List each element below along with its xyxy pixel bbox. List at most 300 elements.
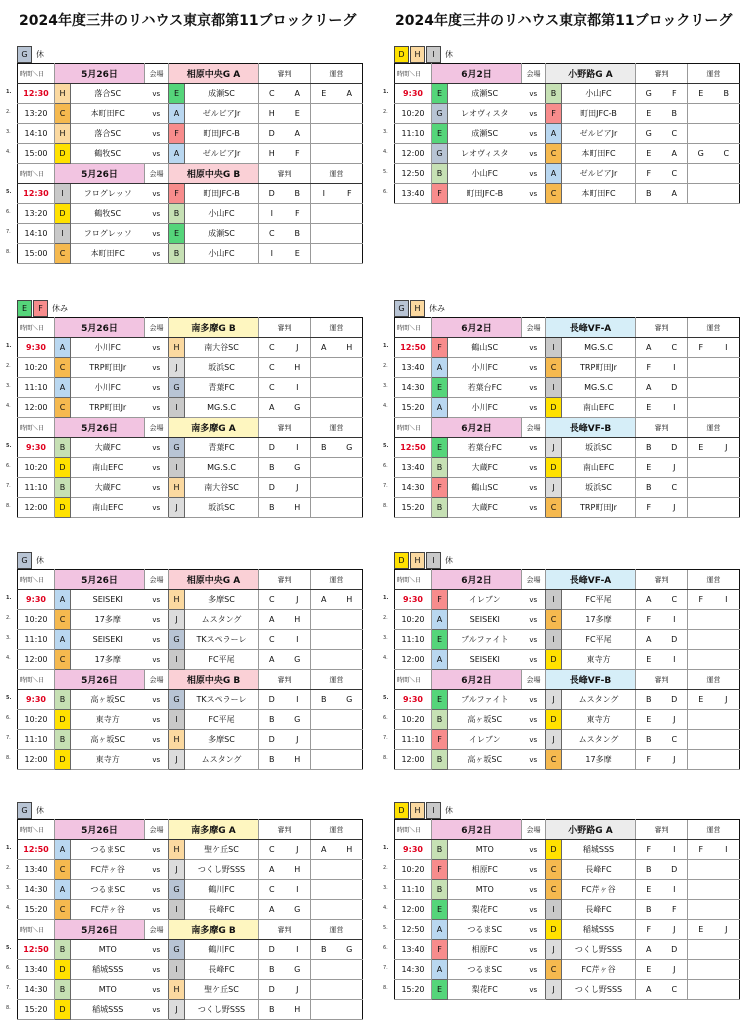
referee-2: G	[285, 398, 311, 418]
away-group-badge: G	[169, 630, 185, 650]
referee-2: J	[285, 338, 311, 358]
match-time: 11:10 3.	[395, 124, 432, 144]
away-group-badge: J	[546, 730, 562, 750]
time-header: 時間＼日	[395, 318, 432, 338]
vs-label: vs	[145, 630, 169, 650]
home-team: 高ヶ坂SC	[448, 750, 522, 770]
home-group-badge: A	[55, 630, 71, 650]
row-number: 5.	[6, 443, 12, 449]
away-group-badge: J	[169, 860, 185, 880]
table-row	[395, 498, 740, 518]
away-team: 長峰FC	[562, 860, 636, 880]
referee-1: B	[636, 438, 662, 458]
referee-1: F	[636, 840, 662, 860]
home-group-badge: D	[55, 144, 71, 164]
home-group-badge: A	[55, 590, 71, 610]
operation-2: A	[337, 84, 363, 104]
match-table	[6, 569, 363, 770]
referee-2: D	[662, 940, 688, 960]
venue-label: 会場	[522, 318, 546, 338]
referee-1: A	[636, 940, 662, 960]
operation-header: 運営	[311, 570, 363, 590]
match-time: 11:10 3.	[395, 630, 432, 650]
table-row	[395, 690, 740, 710]
home-team: つるまSC	[71, 840, 145, 860]
home-group-badge: E	[432, 438, 448, 458]
venue-name: 長峰VF-A	[546, 570, 636, 590]
home-group-badge: C	[55, 398, 71, 418]
match-time: 12:00 8.	[18, 498, 55, 518]
venue-label: 会場	[522, 418, 546, 438]
away-group-badge: H	[169, 590, 185, 610]
venue-label: 会場	[145, 570, 169, 590]
home-team: イレブン	[448, 730, 522, 750]
away-group-badge: J	[169, 610, 185, 630]
home-team: 梨花FC	[448, 900, 522, 920]
home-team: 落合SC	[71, 124, 145, 144]
row-number: 7.	[6, 985, 11, 991]
referee-2: H	[285, 610, 311, 630]
home-team: 鶴牧SC	[71, 204, 145, 224]
row-number: 6.	[383, 189, 388, 195]
bye-group-badge: H	[410, 802, 425, 819]
operation-1: E	[688, 920, 714, 940]
away-group-badge: C	[546, 960, 562, 980]
row-number: 3.	[6, 383, 11, 389]
referee-1: G	[636, 124, 662, 144]
operation-2: H	[337, 840, 363, 860]
home-group-badge: A	[432, 960, 448, 980]
operation-1	[311, 104, 337, 124]
match-date: 5月26日	[55, 64, 145, 84]
away-group-badge: G	[169, 690, 185, 710]
away-group-badge: J	[546, 940, 562, 960]
away-team: TRP町田Jr	[562, 358, 636, 378]
away-team: つくし野SSS	[185, 860, 259, 880]
vs-label: vs	[522, 940, 546, 960]
match-time: 15:00 4.	[18, 144, 55, 164]
referee-1: B	[636, 900, 662, 920]
operation-2	[337, 880, 363, 900]
home-group-badge: A	[55, 338, 71, 358]
operation-2	[714, 610, 740, 630]
time-header: 時間＼日	[18, 570, 55, 590]
referee-1: C	[259, 338, 285, 358]
referee-1: A	[259, 650, 285, 670]
operation-1	[311, 730, 337, 750]
vs-label: vs	[522, 980, 546, 1000]
table-row	[18, 84, 363, 104]
away-group-badge: C	[546, 184, 562, 204]
match-time: 9:30 5.	[395, 690, 432, 710]
page-title-left: 2024年度三井のリハウス東京都第11ブロックリーグ	[19, 13, 357, 29]
away-team: 鶴川FC	[185, 940, 259, 960]
match-time: 11:10 3.	[395, 880, 432, 900]
home-team: 小川FC	[448, 358, 522, 378]
table-row	[395, 378, 740, 398]
operation-2	[337, 358, 363, 378]
operation-2	[714, 358, 740, 378]
match-date: 6月2日	[432, 820, 522, 840]
match-time: 12:00 4.	[395, 900, 432, 920]
referee-2: C	[662, 124, 688, 144]
schedule-block	[6, 300, 362, 518]
operation-1	[311, 124, 337, 144]
match-time: 13:40 2.	[18, 860, 55, 880]
vs-label: vs	[145, 144, 169, 164]
table-row	[18, 478, 363, 498]
operation-2	[714, 650, 740, 670]
referee-1: E	[636, 650, 662, 670]
referee-2: C	[662, 730, 688, 750]
away-team: 東寺方	[562, 650, 636, 670]
home-team: 大蔵FC	[71, 438, 145, 458]
away-team: ムスタング	[185, 750, 259, 770]
vs-label: vs	[522, 458, 546, 478]
match-time: 14:30 7.	[395, 478, 432, 498]
referee-2: G	[285, 960, 311, 980]
venue-name: 長峰VF-B	[546, 418, 636, 438]
match-time: 15:20 8.	[18, 1000, 55, 1020]
away-team: つくし野SSS	[562, 940, 636, 960]
table-row	[18, 590, 363, 610]
away-group-badge: D	[546, 840, 562, 860]
vs-label: vs	[145, 458, 169, 478]
referee-2: D	[662, 690, 688, 710]
row-number: 5.	[383, 443, 389, 449]
away-group-badge: I	[546, 590, 562, 610]
table-row	[395, 650, 740, 670]
match-time: 13:40 6.	[395, 940, 432, 960]
referee-2: B	[285, 184, 311, 204]
table-row	[18, 610, 363, 630]
match-time: 13:20 2.	[18, 104, 55, 124]
operation-2	[714, 980, 740, 1000]
referee-2: I	[662, 610, 688, 630]
row-number: 1.	[383, 89, 389, 95]
home-group-badge: B	[432, 498, 448, 518]
away-team: 南大谷SC	[185, 338, 259, 358]
referee-1: G	[636, 84, 662, 104]
away-group-badge: I	[169, 960, 185, 980]
time-header: 時間＼日	[395, 418, 432, 438]
venue-name: 相原中央G A	[169, 64, 259, 84]
bye-group-badge: H	[410, 552, 425, 569]
match-time: 10:20 2.	[395, 860, 432, 880]
match-time: 9:30 1.	[395, 590, 432, 610]
operation-1	[688, 860, 714, 880]
referee-2: H	[285, 358, 311, 378]
operation-1	[311, 398, 337, 418]
operation-1	[688, 730, 714, 750]
referee-1: C	[259, 840, 285, 860]
referee-1: B	[636, 184, 662, 204]
row-number: 8.	[6, 249, 11, 255]
referee-1: E	[636, 960, 662, 980]
referee-1: F	[636, 358, 662, 378]
referee-2: J	[285, 980, 311, 1000]
table-row	[395, 860, 740, 880]
home-team: フログレッソ	[71, 184, 145, 204]
match-time: 12:50 1.	[18, 840, 55, 860]
referee-2: H	[285, 1000, 311, 1020]
table-row	[18, 650, 363, 670]
referee-1: D	[259, 730, 285, 750]
home-group-badge: A	[432, 650, 448, 670]
home-team: SEISEKI	[448, 650, 522, 670]
time-header: 時間＼日	[18, 670, 55, 690]
operation-2	[714, 630, 740, 650]
operation-2	[714, 104, 740, 124]
row-number: 4.	[383, 403, 388, 409]
match-time: 12:50 5.	[395, 438, 432, 458]
away-group-badge: H	[169, 980, 185, 1000]
home-group-badge: A	[55, 378, 71, 398]
referee-1: A	[636, 378, 662, 398]
bye-label: 休	[36, 50, 44, 59]
home-team: 若葉台FC	[448, 378, 522, 398]
operation-header: 運営	[311, 920, 363, 940]
home-team: 鶴牧SC	[71, 144, 145, 164]
vs-label: vs	[145, 358, 169, 378]
table-row	[18, 104, 363, 124]
venue-name: 南多摩G B	[169, 920, 259, 940]
row-number: 3.	[383, 885, 388, 891]
referee-2: H	[285, 860, 311, 880]
referee-header: 審判	[259, 570, 311, 590]
operation-2	[714, 124, 740, 144]
row-number: 4.	[6, 655, 11, 661]
table-row	[18, 1000, 363, 1020]
table-row	[18, 860, 363, 880]
away-group-badge: F	[546, 104, 562, 124]
vs-label: vs	[145, 244, 169, 264]
referee-2: J	[662, 498, 688, 518]
home-team: 稲城SSS	[71, 1000, 145, 1020]
operation-1: B	[311, 940, 337, 960]
bye-legend	[394, 46, 739, 63]
venue-name: 相原中央G A	[169, 570, 259, 590]
row-number: 6.	[383, 715, 388, 721]
vs-label: vs	[145, 690, 169, 710]
venue-name: 相原中央G B	[169, 164, 259, 184]
operation-1	[688, 104, 714, 124]
home-team: 大蔵FC	[448, 498, 522, 518]
match-date: 5月26日	[55, 318, 145, 338]
match-date: 5月26日	[55, 670, 145, 690]
referee-2: I	[662, 880, 688, 900]
schedule-block	[6, 46, 362, 264]
referee-1: B	[259, 710, 285, 730]
away-team: FC平尾	[185, 710, 259, 730]
away-group-badge: B	[169, 244, 185, 264]
match-time: 12:50 5.	[18, 940, 55, 960]
home-team: 南山EFC	[71, 458, 145, 478]
venue-label: 会場	[145, 164, 169, 184]
away-team: 坂浜SC	[562, 438, 636, 458]
away-group-badge: C	[546, 144, 562, 164]
referee-1: C	[259, 224, 285, 244]
operation-2	[714, 940, 740, 960]
home-group-badge: B	[55, 940, 71, 960]
table-row	[395, 164, 740, 184]
away-team: 多摩SC	[185, 730, 259, 750]
operation-1	[311, 650, 337, 670]
referee-2: B	[662, 104, 688, 124]
row-number: 3.	[6, 129, 11, 135]
row-number: 8.	[383, 503, 388, 509]
referee-header: 審判	[636, 418, 688, 438]
away-group-badge: A	[169, 104, 185, 124]
away-group-badge: F	[169, 124, 185, 144]
vs-label: vs	[522, 750, 546, 770]
home-team: 本町田FC	[71, 104, 145, 124]
away-group-badge: I	[169, 650, 185, 670]
referee-1: A	[259, 398, 285, 418]
operation-2	[337, 900, 363, 920]
home-team: 小山FC	[448, 164, 522, 184]
operation-header: 運営	[311, 670, 363, 690]
match-table	[383, 317, 740, 518]
table-row	[395, 338, 740, 358]
home-team: ブルファイト	[448, 630, 522, 650]
home-group-badge: E	[432, 980, 448, 1000]
venue-label: 会場	[145, 418, 169, 438]
bye-group-badge: H	[410, 46, 425, 63]
row-number: 4.	[6, 905, 11, 911]
row-number: 1.	[6, 89, 12, 95]
table-row	[395, 630, 740, 650]
home-group-badge: F	[432, 590, 448, 610]
operation-1	[311, 498, 337, 518]
row-number: 1.	[6, 595, 12, 601]
away-team: 東寺方	[562, 710, 636, 730]
operation-2: J	[714, 920, 740, 940]
bye-legend	[17, 46, 362, 63]
match-date: 6月2日	[432, 418, 522, 438]
away-group-badge: D	[546, 650, 562, 670]
home-team: FC芹ヶ谷	[71, 860, 145, 880]
table-row	[18, 630, 363, 650]
referee-1: D	[259, 124, 285, 144]
operation-1	[688, 458, 714, 478]
bye-label: 休み	[429, 304, 445, 313]
operation-2	[337, 144, 363, 164]
operation-2	[714, 184, 740, 204]
referee-1: I	[259, 244, 285, 264]
referee-2: A	[285, 124, 311, 144]
bye-group-badge: I	[426, 802, 441, 819]
bye-group-badge: H	[410, 300, 425, 317]
operation-2	[337, 124, 363, 144]
table-row	[18, 730, 363, 750]
row-number: 2.	[383, 109, 388, 115]
operation-1	[311, 458, 337, 478]
match-time: 14:30 7.	[18, 980, 55, 1000]
match-date: 6月2日	[432, 570, 522, 590]
home-group-badge: I	[55, 224, 71, 244]
match-time: 15:00 8.	[18, 244, 55, 264]
table-row	[395, 478, 740, 498]
match-time: 10:20 2.	[395, 610, 432, 630]
vs-label: vs	[522, 398, 546, 418]
away-team: TKスペラーレ	[185, 690, 259, 710]
home-group-badge: C	[55, 900, 71, 920]
match-time: 10:20 2.	[18, 358, 55, 378]
match-time: 9:30 1.	[18, 338, 55, 358]
away-group-badge: F	[169, 184, 185, 204]
vs-label: vs	[145, 900, 169, 920]
operation-1	[311, 478, 337, 498]
referee-2: A	[662, 184, 688, 204]
match-time: 12:30 5.	[18, 184, 55, 204]
home-group-badge: A	[432, 358, 448, 378]
away-team: 17多摩	[562, 610, 636, 630]
operation-1: A	[311, 590, 337, 610]
row-number: 6.	[6, 965, 11, 971]
match-date: 6月2日	[432, 64, 522, 84]
row-number: 2.	[6, 363, 11, 369]
table-row	[395, 900, 740, 920]
home-group-badge: D	[55, 498, 71, 518]
referee-1: C	[259, 358, 285, 378]
match-table	[383, 819, 740, 1000]
match-time: 12:00 4.	[18, 398, 55, 418]
vs-label: vs	[522, 84, 546, 104]
match-time: 12:50 5.	[395, 920, 432, 940]
away-team: ゼルビアJr	[185, 144, 259, 164]
venue-label: 会場	[145, 920, 169, 940]
row-number: 2.	[383, 865, 388, 871]
operation-2	[337, 224, 363, 244]
operation-2: C	[714, 144, 740, 164]
vs-label: vs	[145, 224, 169, 244]
match-time: 14:30 7.	[395, 960, 432, 980]
match-time: 12:00 4.	[18, 650, 55, 670]
operation-1: F	[688, 840, 714, 860]
vs-label: vs	[145, 750, 169, 770]
referee-2: H	[285, 750, 311, 770]
schedule-block	[383, 46, 739, 204]
operation-1	[311, 900, 337, 920]
operation-1	[688, 960, 714, 980]
table-row	[395, 730, 740, 750]
bye-group-badge: D	[394, 552, 409, 569]
vs-label: vs	[522, 840, 546, 860]
referee-2: C	[662, 980, 688, 1000]
match-time: 15:20 8.	[395, 980, 432, 1000]
match-time: 15:20 4.	[395, 398, 432, 418]
home-team: つるまSC	[448, 920, 522, 940]
table-row	[395, 920, 740, 940]
table-row	[18, 438, 363, 458]
referee-2: C	[662, 164, 688, 184]
operation-2	[337, 610, 363, 630]
operation-1: G	[688, 144, 714, 164]
away-team: 小山FC	[185, 204, 259, 224]
bye-label: 休	[445, 806, 453, 815]
away-group-badge: C	[546, 358, 562, 378]
away-group-badge: G	[169, 438, 185, 458]
referee-2: J	[662, 458, 688, 478]
home-group-badge: F	[432, 184, 448, 204]
away-group-badge: G	[169, 880, 185, 900]
away-team: 成瀬SC	[185, 84, 259, 104]
vs-label: vs	[522, 590, 546, 610]
operation-2: J	[714, 438, 740, 458]
match-time: 11:10 7.	[18, 478, 55, 498]
table-row	[395, 880, 740, 900]
